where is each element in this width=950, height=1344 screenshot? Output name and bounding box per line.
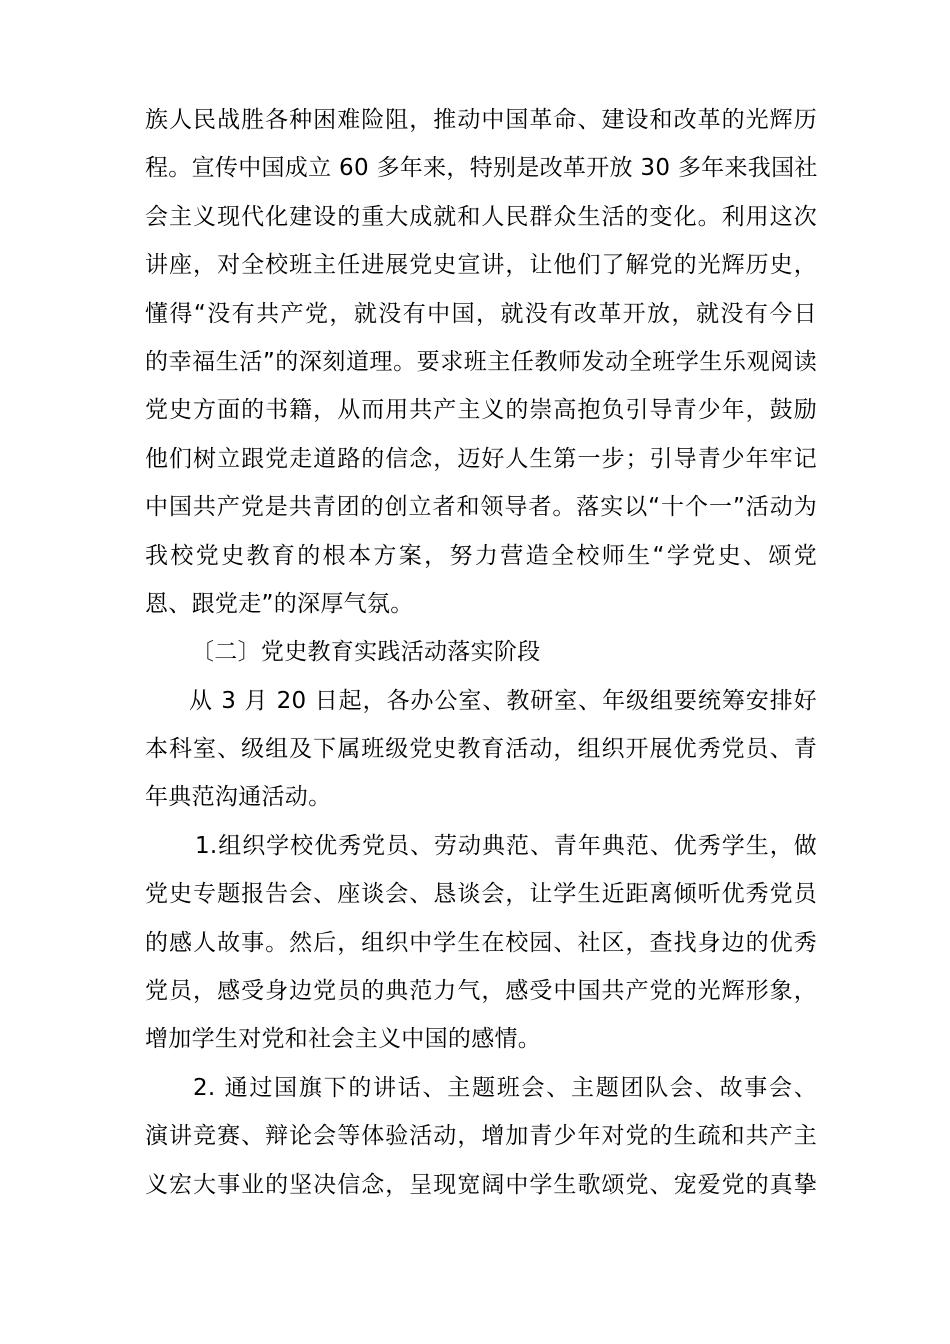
text-line: 懂得“没有共产党，就没有中国，就没有改革开放，就没有今日 (145, 300, 817, 327)
text-line: 1.组织学校优秀党员、劳动典范、青年典范、优秀学生，做 (195, 832, 817, 859)
text-line: 2. 通过国旗下的讲话、主题班会、主题团队会、故事会、 (193, 1074, 817, 1101)
text-line: 本科室、级组及下属班级党史教育活动，组织开展优秀党员、青 (145, 736, 817, 763)
text-line: 年典范沟通活动。 (145, 784, 332, 811)
text-line: 党员，感受身边党员的典范力气，感受中国共产党的光辉形象， (145, 978, 817, 1005)
text-line: 演讲竞赛、辩论会等体验活动，增加青少年对党的生疏和共产主 (145, 1123, 817, 1150)
list-item-2 (145, 1064, 817, 1209)
text-line: 讲座，对全校班主任进展党史宣讲，让他们了解党的光辉历史， (145, 252, 817, 279)
text-line: 党史专题报告会、座谈会、恳谈会，让学生近距离倾听优秀党员 (145, 881, 817, 908)
section-heading: 〔二〕党史教育实践活动落实阶段 (191, 639, 541, 666)
text-line: 程。宣传中国成立 60 多年来，特别是改革开放 30 多年来我国社 (145, 155, 818, 182)
text-line: 族人民战胜各种困难险阻，推动中国革命、建设和改革的光辉历 (145, 107, 817, 133)
paragraph-1 (145, 96, 817, 628)
text-line: 我校党史教育的根本方案，努力营造全校师生“学党史、颂党 (145, 542, 817, 569)
paragraph-2 (145, 677, 817, 822)
text-line: 从 3 月 20 日起，各办公室、教研室、年级组要统筹安排好 (189, 687, 817, 714)
text-line: 义宏大事业的坚决信念，呈现宽阔中学生歌颂党、宠爱党的真挚 (145, 1171, 817, 1198)
text-line: 增加学生对党和社会主义中国的感情。 (145, 1026, 542, 1053)
list-item-1 (145, 822, 817, 1064)
text-line: 会主义现代化建设的重大成就和人民群众生活的变化。利用这次 (145, 203, 817, 230)
text-line: 恩、跟党走”的深厚气氛。 (145, 590, 414, 617)
text-line: 的幸福生活”的深刻道理。要求班主任教师发动全班学生乐观阅读 (145, 348, 817, 375)
document-page (145, 96, 817, 1209)
text-line: 党史方面的书籍，从而用共产主义的崇高抱负引导青少年，鼓励 (145, 397, 817, 424)
text-line: 中国共产党是共青团的创立者和领导者。落实以“十个一”活动为 (145, 494, 817, 521)
text-line: 的感人故事。然后，组织中学生在校园、社区，查找身边的优秀 (145, 929, 817, 956)
text-line: 他们树立跟党走道路的信念，迈好人生第一步；引导青少年牢记 (145, 445, 817, 472)
